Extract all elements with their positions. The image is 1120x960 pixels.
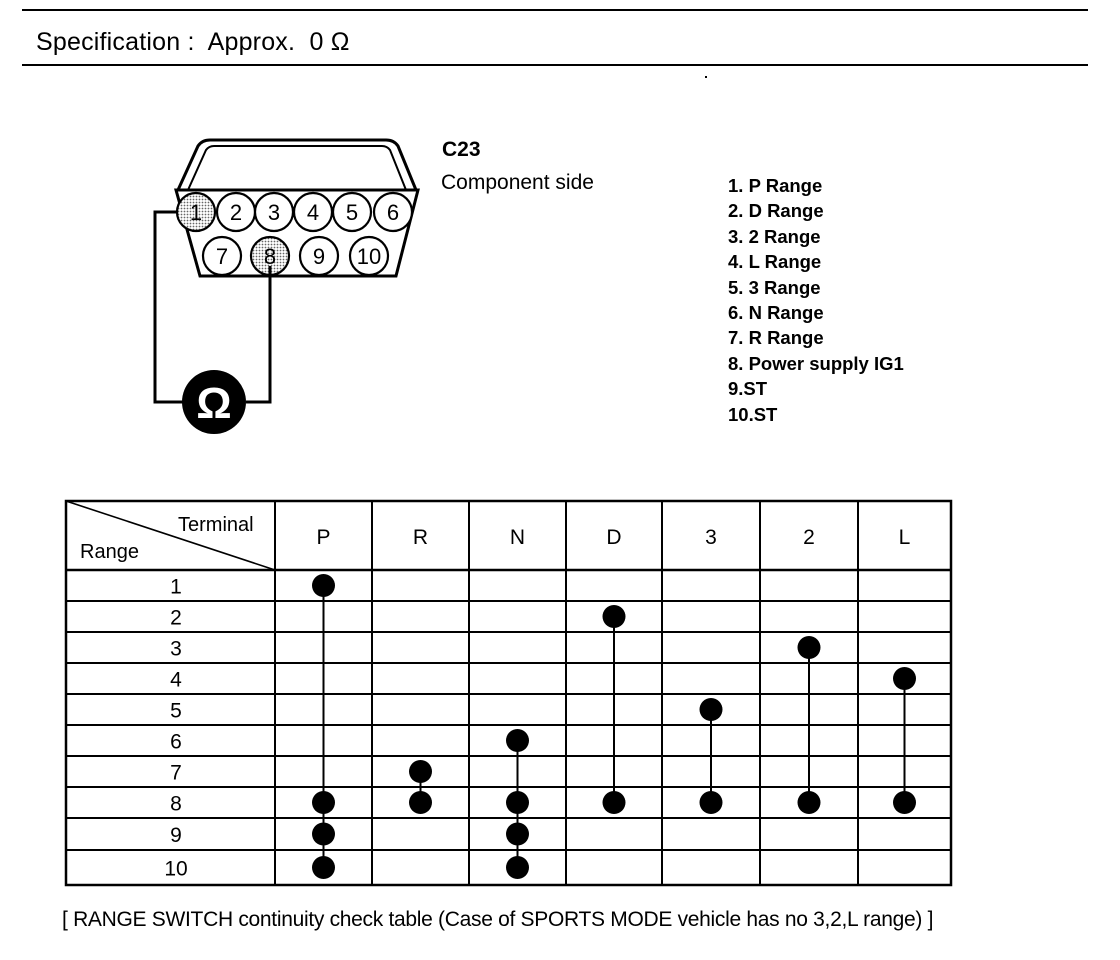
pin-list-item: 3. 2 Range [728, 225, 821, 247]
continuity-dot [312, 574, 335, 597]
connector-pin-label: 5 [345, 200, 359, 225]
pin-list-item: 1. P Range [728, 175, 823, 196]
continuity-dot [798, 791, 821, 814]
row-label: 4 [170, 668, 182, 692]
spec-separator: : [187, 28, 195, 56]
pin-list-item: 5. 3 Range [728, 276, 821, 298]
column-header: R [412, 526, 429, 549]
connector-side: Component side [441, 171, 594, 194]
row-label: 9 [170, 824, 182, 847]
continuity-dot [700, 791, 723, 814]
row-label: 5 [170, 699, 182, 723]
pin-list-item: 7. R Range [728, 327, 824, 349]
corner-range-label: Range [80, 541, 139, 563]
pin-list-item: 2. D Range [728, 200, 824, 222]
corner-terminal-label: Terminal [178, 514, 254, 536]
continuity-dot [506, 729, 529, 752]
pin-list-item: 10.ST [728, 403, 778, 425]
connector-pin-label: 10 [356, 244, 382, 269]
connector-id: C23 [442, 138, 481, 161]
connector-pin-label: 6 [386, 200, 400, 225]
continuity-dot [506, 856, 529, 879]
connector-pin-label: 7 [215, 244, 229, 269]
pin-list-item: 8. Power supply IG1 [728, 352, 904, 374]
continuity-dot [409, 760, 432, 783]
connector-pin-label: 8 [263, 244, 277, 269]
spec-value: Approx. [207, 28, 296, 56]
continuity-dot [312, 791, 335, 814]
continuity-dot [893, 791, 916, 814]
connector-pin-label: 4 [306, 200, 320, 225]
pin-list-item: 4. L Range [728, 251, 822, 273]
column-header: L [898, 526, 911, 549]
continuity-dot [506, 791, 529, 814]
pin-list-item: 6. N Range [728, 302, 824, 324]
continuity-dot [603, 605, 626, 628]
column-header: 3 [705, 526, 717, 549]
connector-pin-label: 9 [312, 244, 326, 269]
spec-label: Specification [36, 28, 181, 56]
continuity-dot [409, 791, 432, 814]
continuity-dot [506, 823, 529, 846]
connector-pin-label: 2 [229, 200, 243, 225]
column-header: P [316, 526, 331, 549]
continuity-dot [312, 823, 335, 846]
row-label: 1 [170, 575, 182, 599]
ohmmeter-symbol: Ω [196, 379, 232, 428]
column-header: D [606, 526, 622, 549]
continuity-dot [798, 636, 821, 659]
continuity-dot [603, 791, 626, 814]
row-label: 7 [170, 761, 182, 785]
row-label: 6 [170, 730, 182, 754]
row-label: 8 [170, 792, 182, 816]
table-caption: [ RANGE SWITCH continuity check table (Case of SPORTS MODE vehicle has no 3,2,L range) ] [62, 908, 934, 931]
continuity-dot [312, 856, 335, 879]
row-label: 10 [164, 857, 188, 881]
connector-pin-label: 1 [189, 200, 203, 225]
row-label: 3 [170, 637, 182, 661]
row-label: 2 [170, 606, 182, 630]
continuity-dot [700, 698, 723, 721]
spec-resistance: 0 Ω [309, 28, 350, 56]
column-header: 2 [803, 526, 815, 549]
connector-pin-label: 3 [267, 200, 281, 225]
continuity-dot [893, 667, 916, 690]
column-header: N [509, 526, 526, 549]
pin-list-item: 9.ST [728, 378, 768, 400]
